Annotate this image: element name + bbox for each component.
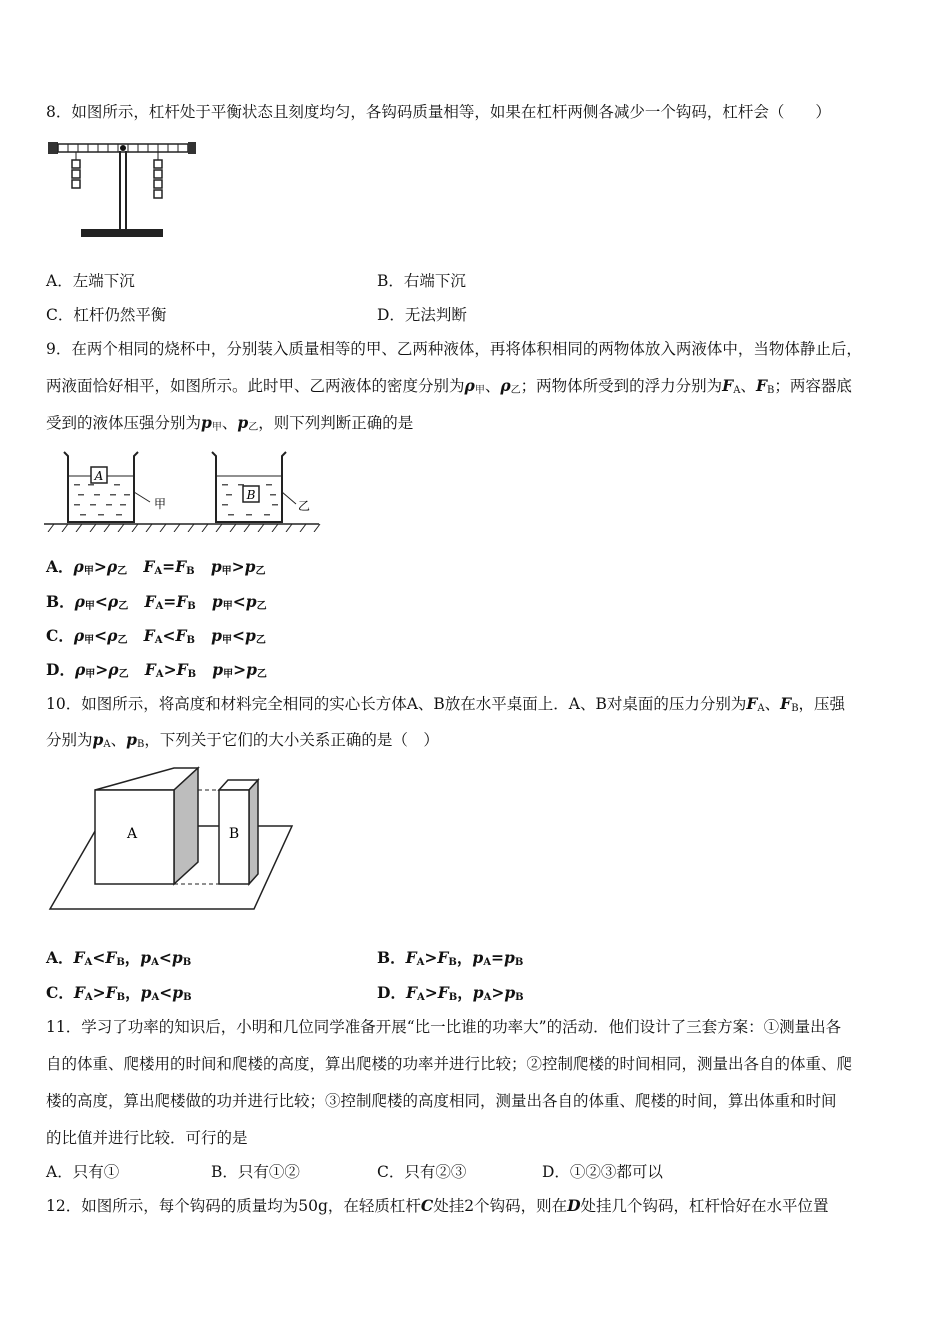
- q10-blocks-figure: [46, 764, 298, 912]
- q11-option-d: D．①②③都可以: [542, 1163, 663, 1181]
- q9-stem-line3: 受到的液体压强分别为$p_甲$、$p_乙$，则下列判断正确的是: [46, 413, 414, 433]
- q10-stem-line2: 分别为$p_A$、$p_B$，下列关于它们的大小关系正确的是（ ）: [46, 730, 439, 750]
- q8-stem: 8．如图所示，杠杆处于平衡状态且刻度均匀，各钩码质量相等，如果在杠杆两侧各减少一个钩码，杠杆会（ ）: [46, 103, 831, 121]
- q9-stem-line1: 9．在两个相同的烧杯中，分别装入质量相等的甲、乙两种液体，再将体积相同的两物体放入两液体中，当物体静止后，: [46, 340, 862, 358]
- q8-option-c: C．杠杆仍然平衡: [46, 306, 167, 324]
- q9-stem-line2: 两液面恰好相平，如图所示。此时甲、乙两液体的密度分别为$\rho_甲$、$\rho_乙$；两物体所受到的浮力分别为$F_A$、$F_B$；两容器底: [46, 376, 852, 396]
- q10-stem-line1: 10．如图所示，将高度和材料完全相同的实心长方体A、B放在水平桌面上．A、B对桌面的压力分别为$F_A$、$F_B$，压强: [46, 694, 846, 714]
- q10-option-d: D．$F_A>F_B$，$p_A>p_B$: [377, 983, 524, 1003]
- q11-stem-line4: 的比值并进行比较．可行的是: [46, 1129, 248, 1147]
- q11-stem-line2: 自的体重、爬楼用的时间和爬楼的高度，算出爬楼的功率并进行比较；②控制爬楼的时间相同，测量出各自的体重、爬: [46, 1055, 853, 1073]
- q11-stem-line3: 楼的高度，算出爬楼做的功并进行比较；③控制爬楼的高度相同，测量出各自的体重、爬楼的时间，算出体重和时间: [46, 1092, 837, 1110]
- q9-figure-label-jia: 甲: [154, 497, 167, 511]
- q11-stem-line1: 11．学习了功率的知识后，小明和几位同学准备开展“比一比谁的功率大”的活动．他们设计了三套方案：①测量出各: [46, 1018, 842, 1036]
- q8-lever-figure: [46, 134, 196, 244]
- q11-option-b: B．只有①②: [211, 1163, 300, 1181]
- q10-figure-label-b: B: [228, 826, 240, 842]
- q10-option-b: B．$F_A>F_B$，$p_A=p_B$: [377, 948, 524, 968]
- q10-option-c: C．$F_A>F_B$，$p_A<p_B$: [46, 983, 192, 1003]
- q9-beakers-figure: [44, 446, 324, 532]
- q10-figure-label-a: A: [126, 826, 138, 842]
- q8-option-a: A．左端下沉: [46, 272, 135, 290]
- q8-option-d: D．无法判断: [377, 306, 467, 324]
- q9-option-b: B．$\rho_甲<\rho_乙$ $F_A=F_B$ $p_甲<p_乙$: [46, 592, 267, 612]
- q8-option-b: B．右端下沉: [377, 272, 466, 290]
- q9-figure-label-yi: 乙: [298, 499, 311, 513]
- q9-figure-label-a: A: [94, 469, 104, 483]
- q11-option-c: C．只有②③: [377, 1163, 467, 1181]
- q11-option-a: A．只有①: [46, 1163, 120, 1181]
- q9-option-d: D．$\rho_甲>\rho_乙$ $F_A>F_B$ $p_甲>p_乙$: [46, 660, 267, 680]
- q12-stem-line1: 12．如图所示，每个钩码的质量均为50g，在轻质杠杆C处挂2个钩码，则在D处挂几个钩码，杠杆恰好在水平位置: [46, 1196, 829, 1215]
- q9-option-a: A．$\rho_甲>\rho_乙$ $F_A=F_B$ $p_甲>p_乙$: [46, 557, 266, 577]
- q10-option-a: A．$F_A<F_B$，$p_A<p_B$: [46, 948, 192, 968]
- q9-option-c: C．$\rho_甲<\rho_乙$ $F_A<F_B$ $p_甲<p_乙$: [46, 626, 266, 646]
- q9-figure-label-b: B: [246, 488, 256, 502]
